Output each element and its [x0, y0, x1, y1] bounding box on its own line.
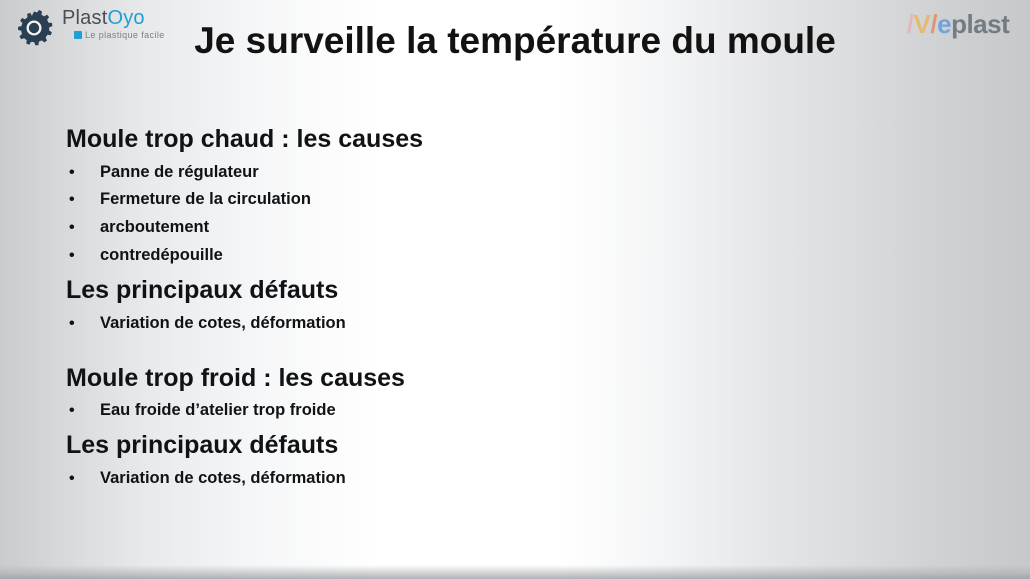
bullet-icon: • — [69, 191, 75, 209]
bullet-icon: • — [69, 314, 75, 332]
checkbox-icon — [74, 31, 82, 39]
list-item-label: contredépouille — [100, 246, 223, 265]
section-heading: Les principaux défauts — [66, 431, 339, 460]
vieplast-logo-part-6: \ — [1009, 8, 1016, 39]
list-item — [66, 189, 766, 211]
vieplast-logo — [907, 8, 1016, 40]
bullet-list — [66, 162, 766, 268]
bullet-list — [66, 468, 766, 490]
list-item-label: Variation de cotes, déformation — [100, 313, 346, 332]
section-moule-trop-chaud — [66, 122, 766, 267]
plastoyo-logo — [14, 4, 184, 50]
list-item — [66, 400, 766, 422]
list-item-label: Eau froide d’atelier trop froide — [100, 401, 336, 420]
brand-name — [62, 7, 145, 30]
list-item-label: Panne de régulateur — [100, 162, 259, 181]
brand-name-part2: Oyo — [107, 7, 145, 29]
list-item-label: arcboutement — [100, 218, 210, 237]
list-item — [66, 313, 766, 335]
brand-name-part1: Plast — [62, 7, 108, 29]
list-item — [66, 217, 766, 239]
section-defauts-1 — [66, 273, 766, 334]
section-heading: Les principaux défauts — [66, 276, 339, 305]
bullet-icon: • — [69, 469, 75, 487]
bullet-icon: • — [69, 402, 75, 420]
vieplast-logo-part-1: / — [906, 8, 914, 39]
list-item — [66, 245, 766, 267]
list-item-label: Variation de cotes, déformation — [100, 468, 346, 487]
list-item — [66, 468, 766, 490]
list-item — [66, 162, 766, 184]
section-moule-trop-froid — [66, 361, 766, 422]
bullet-icon: • — [69, 163, 75, 181]
list-item-label: Fermeture de la circulation — [100, 190, 311, 209]
bullet-list — [66, 400, 766, 422]
spacer — [66, 341, 766, 361]
bullet-icon: • — [69, 219, 75, 237]
section-heading: Moule trop chaud : les causes — [66, 125, 424, 153]
slide-body — [66, 122, 766, 496]
section-defauts-2 — [66, 428, 766, 489]
gear-icon — [14, 8, 54, 48]
vieplast-logo-part-4: e — [937, 8, 952, 39]
brand-tagline-text: Le plastique facile — [85, 30, 165, 40]
bullet-list — [66, 313, 766, 335]
brand-tagline — [74, 30, 165, 40]
vieplast-logo-part-3: / — [930, 8, 938, 39]
vieplast-logo-part-5: plast — [951, 8, 1010, 39]
vieplast-logo-part-2: V — [913, 8, 931, 39]
slide-title: Je surveille la température du moule — [194, 20, 836, 61]
section-heading: Moule trop froid : les causes — [66, 363, 405, 392]
bullet-icon: • — [69, 247, 75, 265]
